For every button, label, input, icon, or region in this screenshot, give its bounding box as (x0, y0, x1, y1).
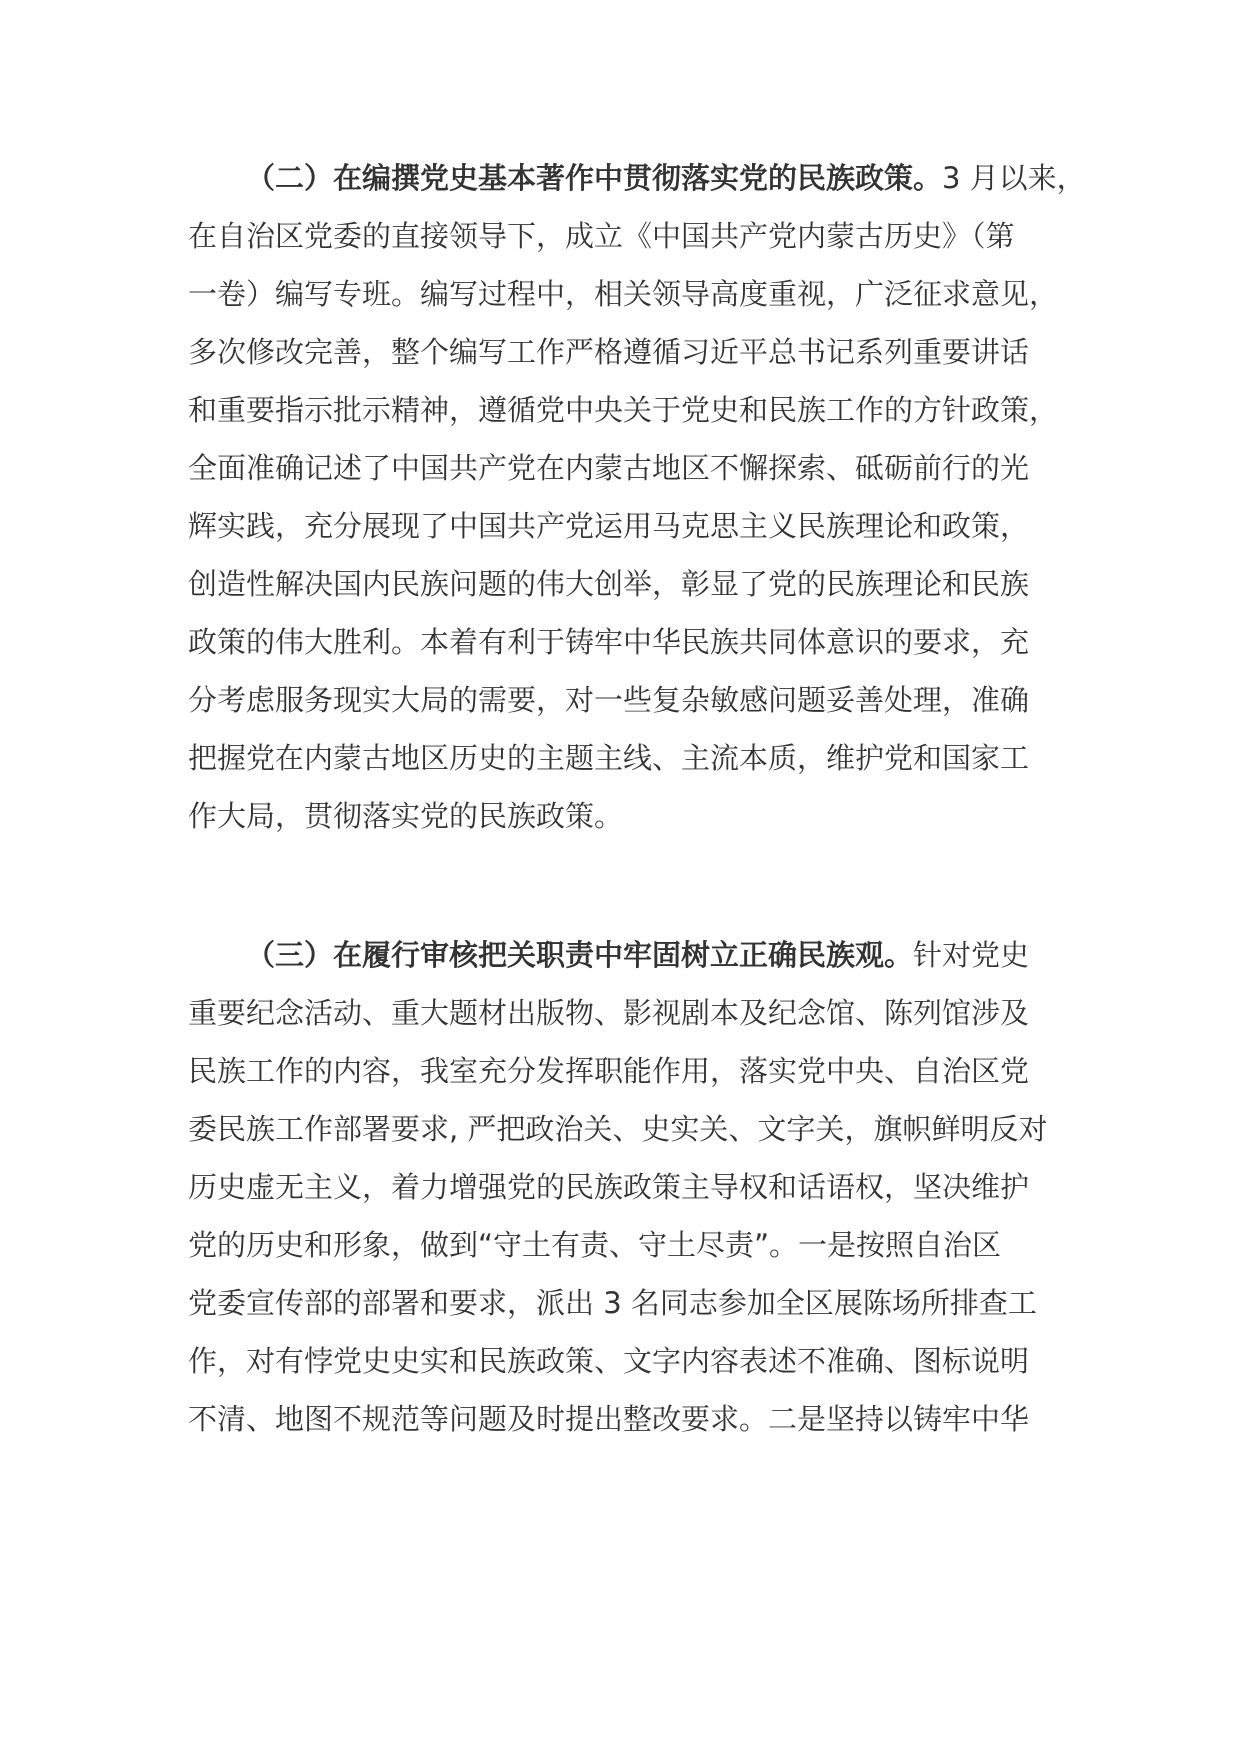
section-3-line: 重要纪念活动、重大题材出版物、影视剧本及纪念馆、陈列馆涉及 (188, 996, 1030, 1030)
section-3-line: 作，对有悖党史史实和民族政策、文字内容表述不准确、图标说明 (188, 1344, 1030, 1378)
section-2-line: 一卷）编写专班。编写过程中，相关领导高度重视，广泛征求意见， (188, 277, 1059, 311)
section-2-line: 和重要指示批示精神，遵循党中央关于党史和民族工作的方针政策， (188, 393, 1059, 427)
section-3-line: 党的历史和形象，做到“守土有责、守土尽责”。一是按照自治区 (188, 1228, 1002, 1262)
section-3-heading: （三）在履行审核把关职责中牢固树立正确民族观。 (246, 938, 914, 972)
section-2-line: 分考虑服务现实大局的需要，对一些复杂敏感问题妥善处理，准确 (188, 683, 1030, 717)
section-2-heading: （二）在编撰党史基本著作中贯彻落实党的民族政策。 (246, 161, 943, 195)
section-2-line: 全面准确记述了中国共产党在内蒙古地区不懈探索、砥砺前行的光 (188, 451, 1030, 485)
section-3-line: 委民族工作部署要求, 严把政治关、史实关、文字关，旗帜鲜明反对 (188, 1112, 1048, 1146)
section-2-line: 把握党在内蒙古地区历史的主题主线、主流本质，维护党和国家工 (188, 741, 1030, 775)
section-2-line: 多次修改完善，整个编写工作严格遵循习近平总书记系列重要讲话 (188, 335, 1030, 369)
section-2-line: 政策的伟大胜利。本着有利于铸牢中华民族共同体意识的要求，充 (188, 625, 1030, 659)
section-2-line: 辉实践，充分展现了中国共产党运用马克思主义民族理论和政策， (188, 509, 1030, 543)
section-2-line: 作大局，贯彻落实党的民族政策。 (188, 799, 624, 833)
section-3-text: 针对党史 (913, 938, 1030, 972)
section-3-line: 不清、地图不规范等问题及时提出整改要求。二是坚持以铸牢中华 (188, 1402, 1030, 1436)
section-2-first-line (246, 158, 1086, 198)
section-2-line: 在自治区党委的直接领导下，成立《中国共产党内蒙古历史》（第 (188, 219, 1015, 253)
section-2-line: 创造性解决国内民族问题的伟大创举，彰显了党的民族理论和民族 (188, 567, 1030, 601)
section-3-first-line (246, 935, 1029, 975)
section-3-line: 历史虚无主义，着力增强党的民族政策主导权和话语权，坚决维护 (188, 1170, 1030, 1204)
section-3-line: 民族工作的内容，我室充分发挥职能作用，落实党中央、自治区党 (188, 1054, 1030, 1088)
section-3-line: 党委宣传部的部署和要求，派出 3 名同志参加全区展陈场所排查工 (188, 1286, 1037, 1320)
section-2-text: 3 月以来， (942, 161, 1086, 195)
